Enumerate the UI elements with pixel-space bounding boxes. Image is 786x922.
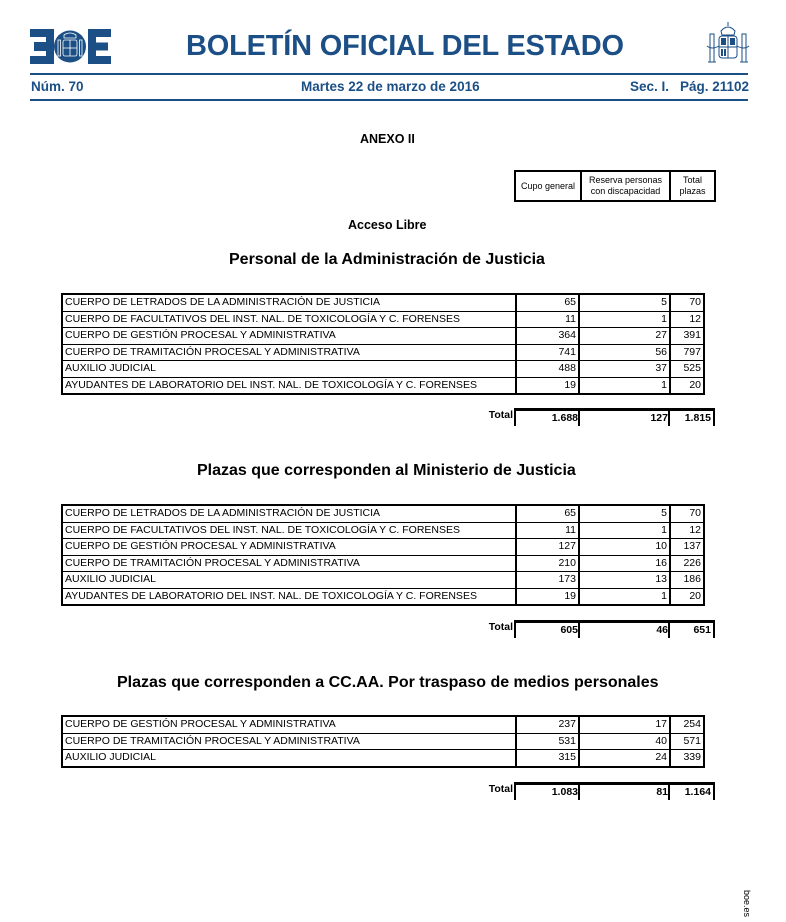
- side-url-text[interactable]: boe.es: [742, 890, 752, 918]
- table-row: AYUDANTES DE LABORATORIO DEL INST. NAL. DE TOXICOLOGÍA Y C. FORENSES 19 1 20: [62, 377, 704, 394]
- table-row: AYUDANTES DE LABORATORIO DEL INST. NAL. DE TOXICOLOGÍA Y C. FORENSES 19 1 20: [62, 588, 704, 605]
- table-row: AUXILIO JUDICIAL 488 37 525: [62, 361, 704, 378]
- table-row: CUERPO DE GESTIÓN PROCESAL Y ADMINISTRATIVA 364 27 391: [62, 328, 704, 345]
- publication-title: BOLETÍN OFICIAL DEL ESTADO: [186, 30, 624, 62]
- total-row-personal: 1.688 127 1.815: [514, 408, 715, 428]
- table-ministerio-justicia: [61, 504, 705, 606]
- legend-total-plazas: Total plazas: [670, 171, 715, 201]
- annex-title: ANEXO II: [360, 132, 415, 146]
- table-personal-admin-justicia: [61, 293, 705, 395]
- column-legend: [514, 170, 716, 202]
- table-row: CUERPO DE LETRADOS DE LA ADMINISTRACIÓN DE JUSTICIA 65 5 70: [62, 505, 704, 522]
- table-row: CUERPO DE FACULTATIVOS DEL INST. NAL. DE TOXICOLOGÍA Y C. FORENSES 11 1 12: [62, 311, 704, 328]
- boe-logo-icon: [30, 29, 111, 64]
- table-row: CUERPO DE TRAMITACIÓN PROCESAL Y ADMINISTRATIVA 531 40 571: [62, 733, 704, 750]
- table-row: CUERPO DE GESTIÓN PROCESAL Y ADMINISTRATIVA 237 17 254: [62, 716, 704, 733]
- section-title-personal: Personal de la Administración de Justicia: [229, 251, 545, 268]
- legend-cupo-general: Cupo general: [515, 171, 581, 201]
- header-rule-top: [30, 73, 748, 75]
- total-row-ccaa: 1.083 81 1.164: [514, 782, 715, 802]
- table-row: CUERPO DE FACULTATIVOS DEL INST. NAL. DE TOXICOLOGÍA Y C. FORENSES 11 1 12: [62, 522, 704, 539]
- table-row: AUXILIO JUDICIAL 315 24 339: [62, 750, 704, 767]
- total-label: Total: [488, 783, 513, 795]
- table-ccaa-traspaso: [61, 715, 705, 768]
- total-row-ministerio: 605 46 651: [514, 620, 715, 640]
- access-type: Acceso Libre: [348, 218, 427, 232]
- coat-of-arms-icon: [705, 22, 751, 66]
- legend-reserva: Reserva personas con discapacidad: [581, 171, 670, 201]
- page-number: Pág. 21102: [680, 79, 750, 94]
- total-label: Total: [488, 621, 513, 633]
- issue-date: Martes 22 de marzo de 2016: [301, 79, 480, 94]
- header-rule-bottom: [30, 99, 748, 101]
- table-row: AUXILIO JUDICIAL 173 13 186: [62, 572, 704, 589]
- table-row: CUERPO DE TRAMITACIÓN PROCESAL Y ADMINISTRATIVA 741 56 797: [62, 344, 704, 361]
- table-row: CUERPO DE TRAMITACIÓN PROCESAL Y ADMINISTRATIVA 210 16 226: [62, 555, 704, 572]
- table-row: CUERPO DE LETRADOS DE LA ADMINISTRACIÓN DE JUSTICIA 65 5 70: [62, 294, 704, 311]
- section-label: Sec. I.: [630, 79, 670, 94]
- section-title-ministerio: Plazas que corresponden al Ministerio de Justicia: [197, 462, 576, 479]
- total-label: Total: [488, 409, 513, 421]
- section-title-ccaa: Plazas que corresponden a CC.AA. Por traspaso de medios personales: [117, 674, 659, 691]
- issue-number: Núm. 70: [31, 79, 84, 94]
- table-row: CUERPO DE GESTIÓN PROCESAL Y ADMINISTRATIVA 127 10 137: [62, 539, 704, 556]
